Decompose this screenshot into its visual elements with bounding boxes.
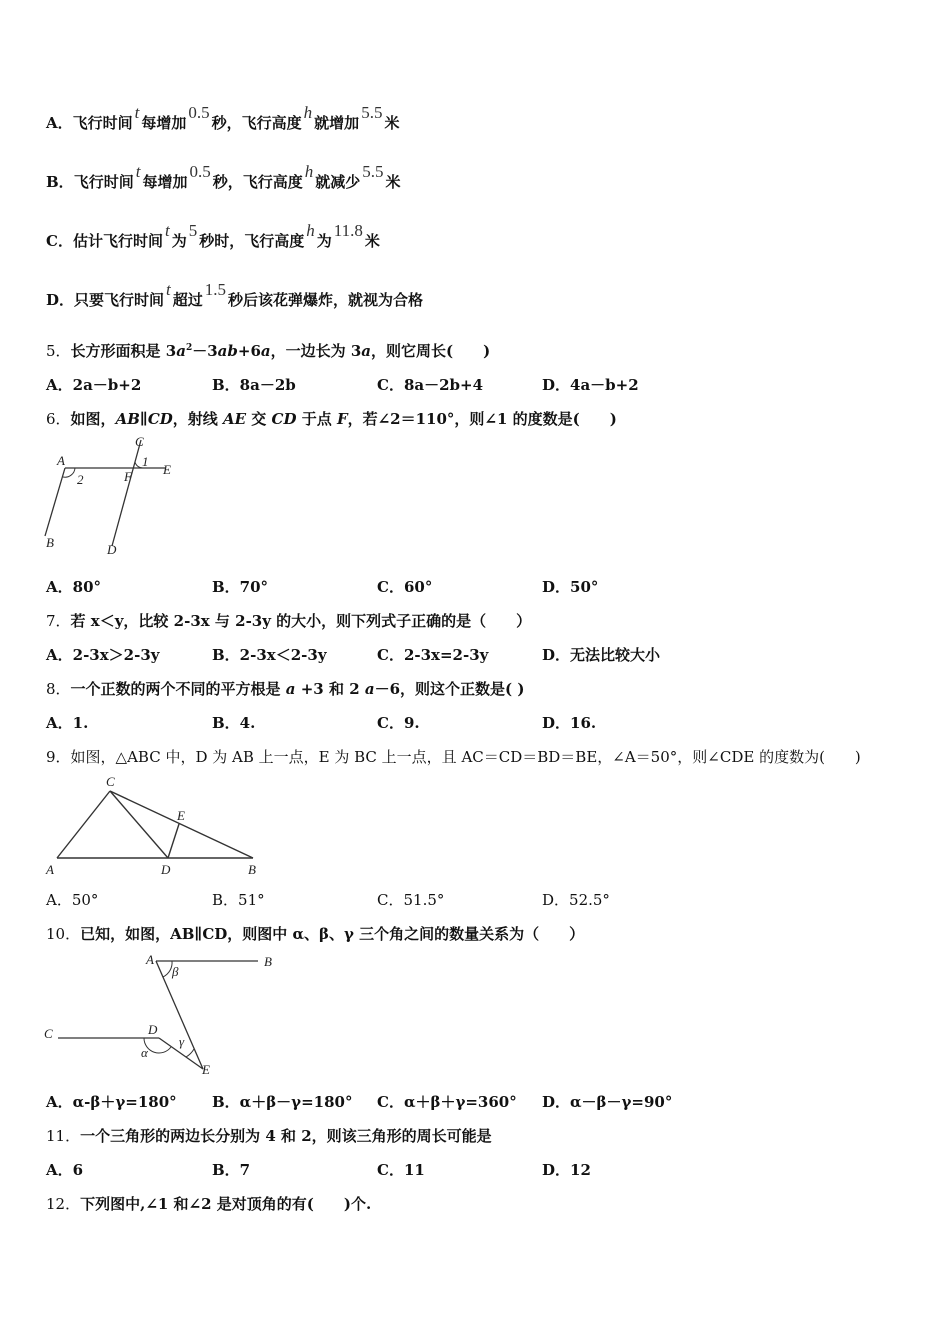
q5-option-a: A．2a－b+2: [46, 376, 142, 394]
q7-stem: 7．若 x＜y，比较 2-3x 与 2-3y 的大小，则下列式子正确的是（ ）: [46, 612, 532, 630]
q6-option-b: B．70°: [212, 578, 269, 596]
q9-label-c: C: [106, 774, 115, 789]
q9-label-e: E: [177, 808, 185, 823]
q9-option-a: A．50°: [46, 891, 99, 909]
q5-option-d: D．4a－b+2: [542, 376, 639, 394]
q9-option-b: B．51°: [212, 891, 265, 909]
q10-stem: 10．已知，如图，AB∥CD，则图中 α、β、γ 三个角之间的数量关系为（ ）: [46, 925, 585, 943]
q9-option-d: D．52.5°: [542, 891, 610, 909]
q4-option-a: A．飞行时间t每增加0.5秒，飞行高度h就增加5.5米: [46, 103, 400, 132]
q6-label-d: D: [107, 542, 117, 557]
q10-option-b: B．α＋β－γ=180°: [212, 1093, 353, 1111]
q10-label-d: D: [148, 1022, 158, 1037]
q8-option-b: B．4.: [212, 714, 256, 732]
q4-option-d: D．只要飞行时间t超过1.5秒后该花弹爆炸，就视为合格: [46, 280, 424, 309]
q6-label-c: C: [135, 434, 144, 449]
q8-stem: 8．一个正数的两个不同的平方根是 a +3 和 2 a－6，则这个正数是( ): [46, 680, 525, 698]
q10-option-c: C．α＋β＋γ=360°: [377, 1093, 517, 1111]
q10-label-a: A: [146, 952, 154, 967]
q9-stem: 9．如图，△ABC 中，D 为 AB 上一点，E 为 BC 上一点，且 AC＝CD＝BD＝BE，∠A＝50°，则∠CDE 的度数为( ): [46, 748, 861, 766]
q9-figure: [40, 772, 270, 882]
q9-segment-cd: [110, 791, 168, 858]
q11-option-a: A．6: [46, 1161, 84, 1179]
q6-line-ab: [45, 468, 65, 536]
q6-option-d: D．50°: [542, 578, 599, 596]
q9-side-cb: [110, 791, 253, 858]
q4-option-b: B．飞行时间t每增加0.5秒，飞行高度h就减少5.5米: [46, 162, 401, 191]
q8-option-d: D．16.: [542, 714, 597, 732]
q9-label-b: B: [248, 862, 256, 877]
q10-label-gamma: γ: [179, 1034, 185, 1049]
q11-stem: 11．一个三角形的两边长分别为 4 和 2，则该三角形的周长可能是: [46, 1127, 492, 1145]
q6-label-e: E: [163, 462, 171, 477]
q8-option-c: C．9.: [377, 714, 420, 732]
q10-angle-gamma-arc: [186, 1049, 194, 1057]
q11-option-c: C．11: [377, 1161, 425, 1179]
q5-option-b: B．8a－2b: [212, 376, 296, 394]
q4-option-c: C．估计飞行时间t为5秒时，飞行高度h为11.8米: [46, 221, 380, 250]
q6-label-angle-2: 2: [77, 472, 84, 487]
q10-angle-beta-arc: [163, 961, 172, 977]
q7-option-d: D．无法比较大小: [542, 646, 661, 664]
q10-label-beta: β: [172, 964, 179, 979]
q7-option-c: C．2-3x=2-3y: [377, 646, 489, 664]
q5-stem: 5．长方形面积是 $3a^2-3ab+6a$，一边长为 3a，则它周长( ): [46, 342, 491, 360]
q7-option-b: B．2-3x＜2-3y: [212, 646, 327, 664]
q6-stem: 6．如图，AB∥CD，射线 AE 交 CD 于点 F，若∠2＝110°，则∠1 的度数是( ): [46, 410, 617, 428]
q6-option-c: C．60°: [377, 578, 433, 596]
q9-segment-de: [168, 824, 179, 858]
q10-label-alpha: α: [141, 1045, 148, 1060]
q6-figure: [40, 432, 190, 562]
q6-label-b: B: [46, 535, 54, 550]
q10-label-c: C: [44, 1026, 53, 1041]
q10-option-a: A．α-β＋γ=180°: [46, 1093, 177, 1111]
q6-label-f: F: [124, 469, 132, 484]
q11-option-b: B．7: [212, 1161, 251, 1179]
q7-option-a: A．2-3x＞2-3y: [46, 646, 160, 664]
q10-label-b: B: [264, 954, 272, 969]
q10-figure: [40, 948, 290, 1083]
q6-label-angle-1: 1: [142, 454, 149, 469]
q10-label-e: E: [202, 1062, 210, 1077]
q6-label-a: A: [57, 453, 65, 468]
q8-option-a: A．1.: [46, 714, 89, 732]
q9-label-a: A: [46, 862, 54, 877]
q6-line-cd: [112, 440, 141, 546]
q9-side-ac: [57, 791, 110, 858]
q12-stem: 12．下列图中,∠1 和∠2 是对顶角的有( )个.: [46, 1195, 372, 1213]
q11-option-d: D．12: [542, 1161, 591, 1179]
q10-option-d: D．α－β－γ=90°: [542, 1093, 673, 1111]
q9-label-d: D: [161, 862, 171, 877]
q10-angle-alpha-arc: [144, 1038, 171, 1053]
q9-option-c: C．51.5°: [377, 891, 445, 909]
q6-option-a: A．80°: [46, 578, 102, 596]
q5-option-c: C．8a－2b+4: [377, 376, 484, 394]
